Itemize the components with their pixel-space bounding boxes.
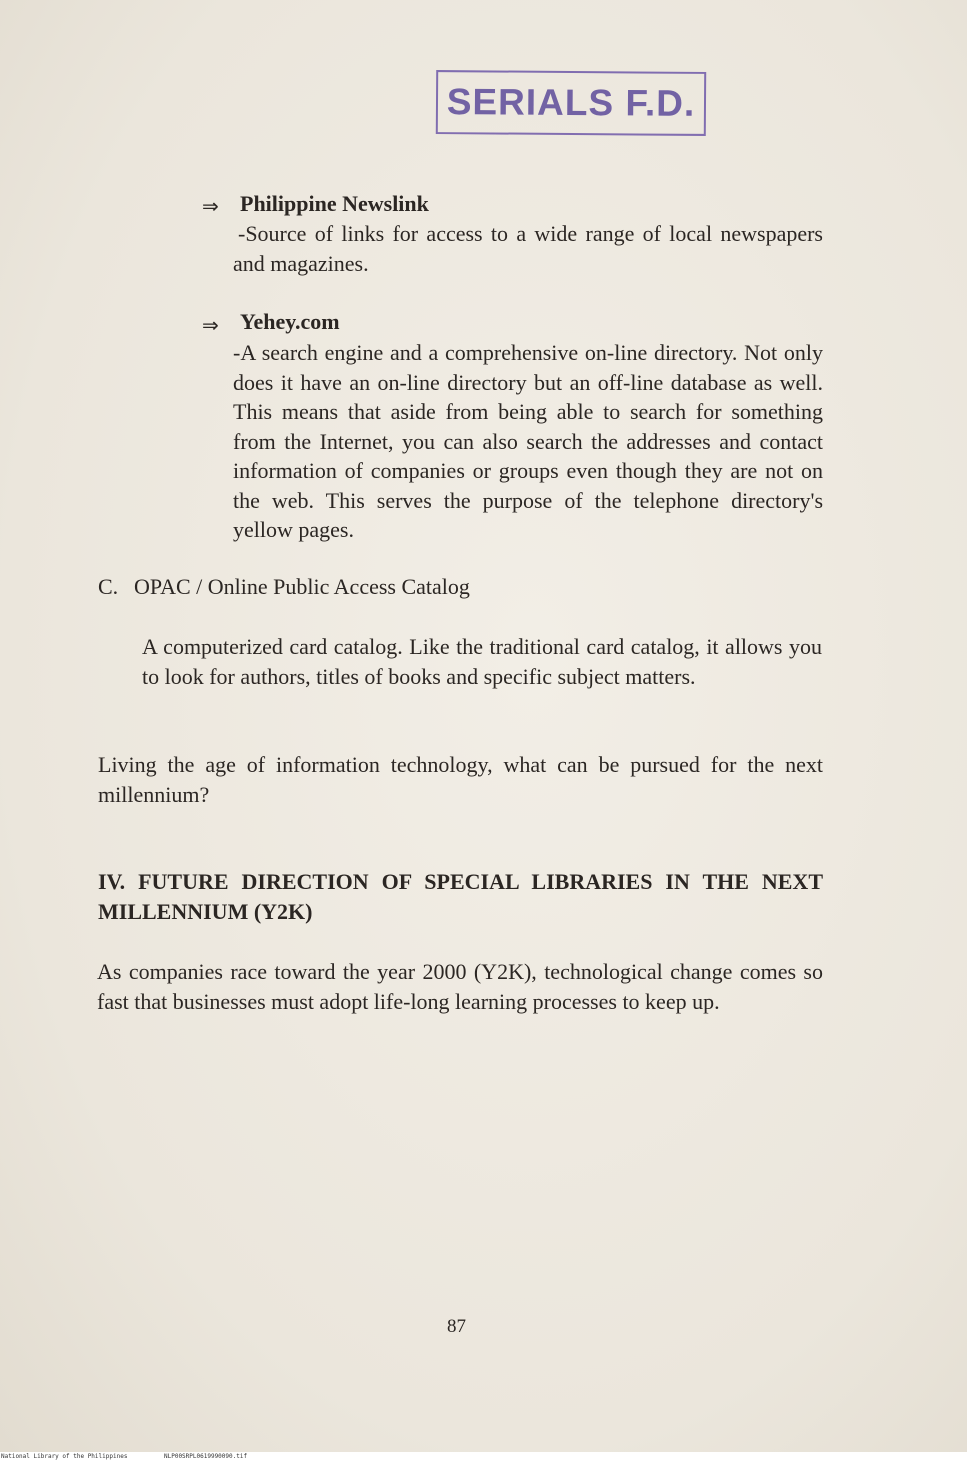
scan-footer-strip: [0, 1452, 967, 1461]
arrow-icon: ⇒: [202, 313, 219, 337]
stamp-text: SERIALS F.D.: [446, 81, 696, 124]
section-c-body: A computerized card catalog. Like the traditional card catalog, it allows you to look for authors, titles of books and specific subject matters.: [142, 634, 822, 689]
footer-filename: NLP00SRPL0619990090.tif: [164, 1453, 248, 1460]
section-iv-heading: IV. FUTURE DIRECTION OF SPECIAL LIBRARIES IN THE NEXT MILLENNIUM (Y2K): [98, 869, 823, 924]
entry-body-yehey: -A search engine and a comprehensive on-line directory. Not only does it have an on-line directory but an off-line database as well. This means that aside from being able to search for something from the Internet, you can also search the addresses and contact information of companies or groups even though they are not on the web. This serves the purpose of the telephone directory's yellow pages.: [233, 340, 823, 542]
section-c-heading: OPAC / Online Public Access Catalog: [134, 574, 470, 599]
serials-stamp: [436, 70, 706, 136]
footer-source: National Library of the Philippines: [1, 1453, 128, 1460]
entry-title-newslink: Philippine Newslink: [240, 191, 429, 216]
entry-title-yehey: Yehey.com: [240, 309, 340, 334]
arrow-icon: ⇒: [202, 194, 219, 218]
section-c-title: [98, 574, 470, 600]
page-number: 87: [447, 1316, 466, 1337]
section-c-letter: C.: [98, 574, 119, 599]
entry-body-newslink: -Source of links for access to a wide range of local newspapers and magazines.: [233, 221, 823, 276]
section-iv-body: As companies race toward the year 2000 (Y2K), technological change comes so fast that businesses must adopt life-long learning processes to keep up.: [97, 959, 823, 1014]
question-paragraph: Living the age of information technology, what can be pursued for the next millennium?: [98, 752, 823, 807]
